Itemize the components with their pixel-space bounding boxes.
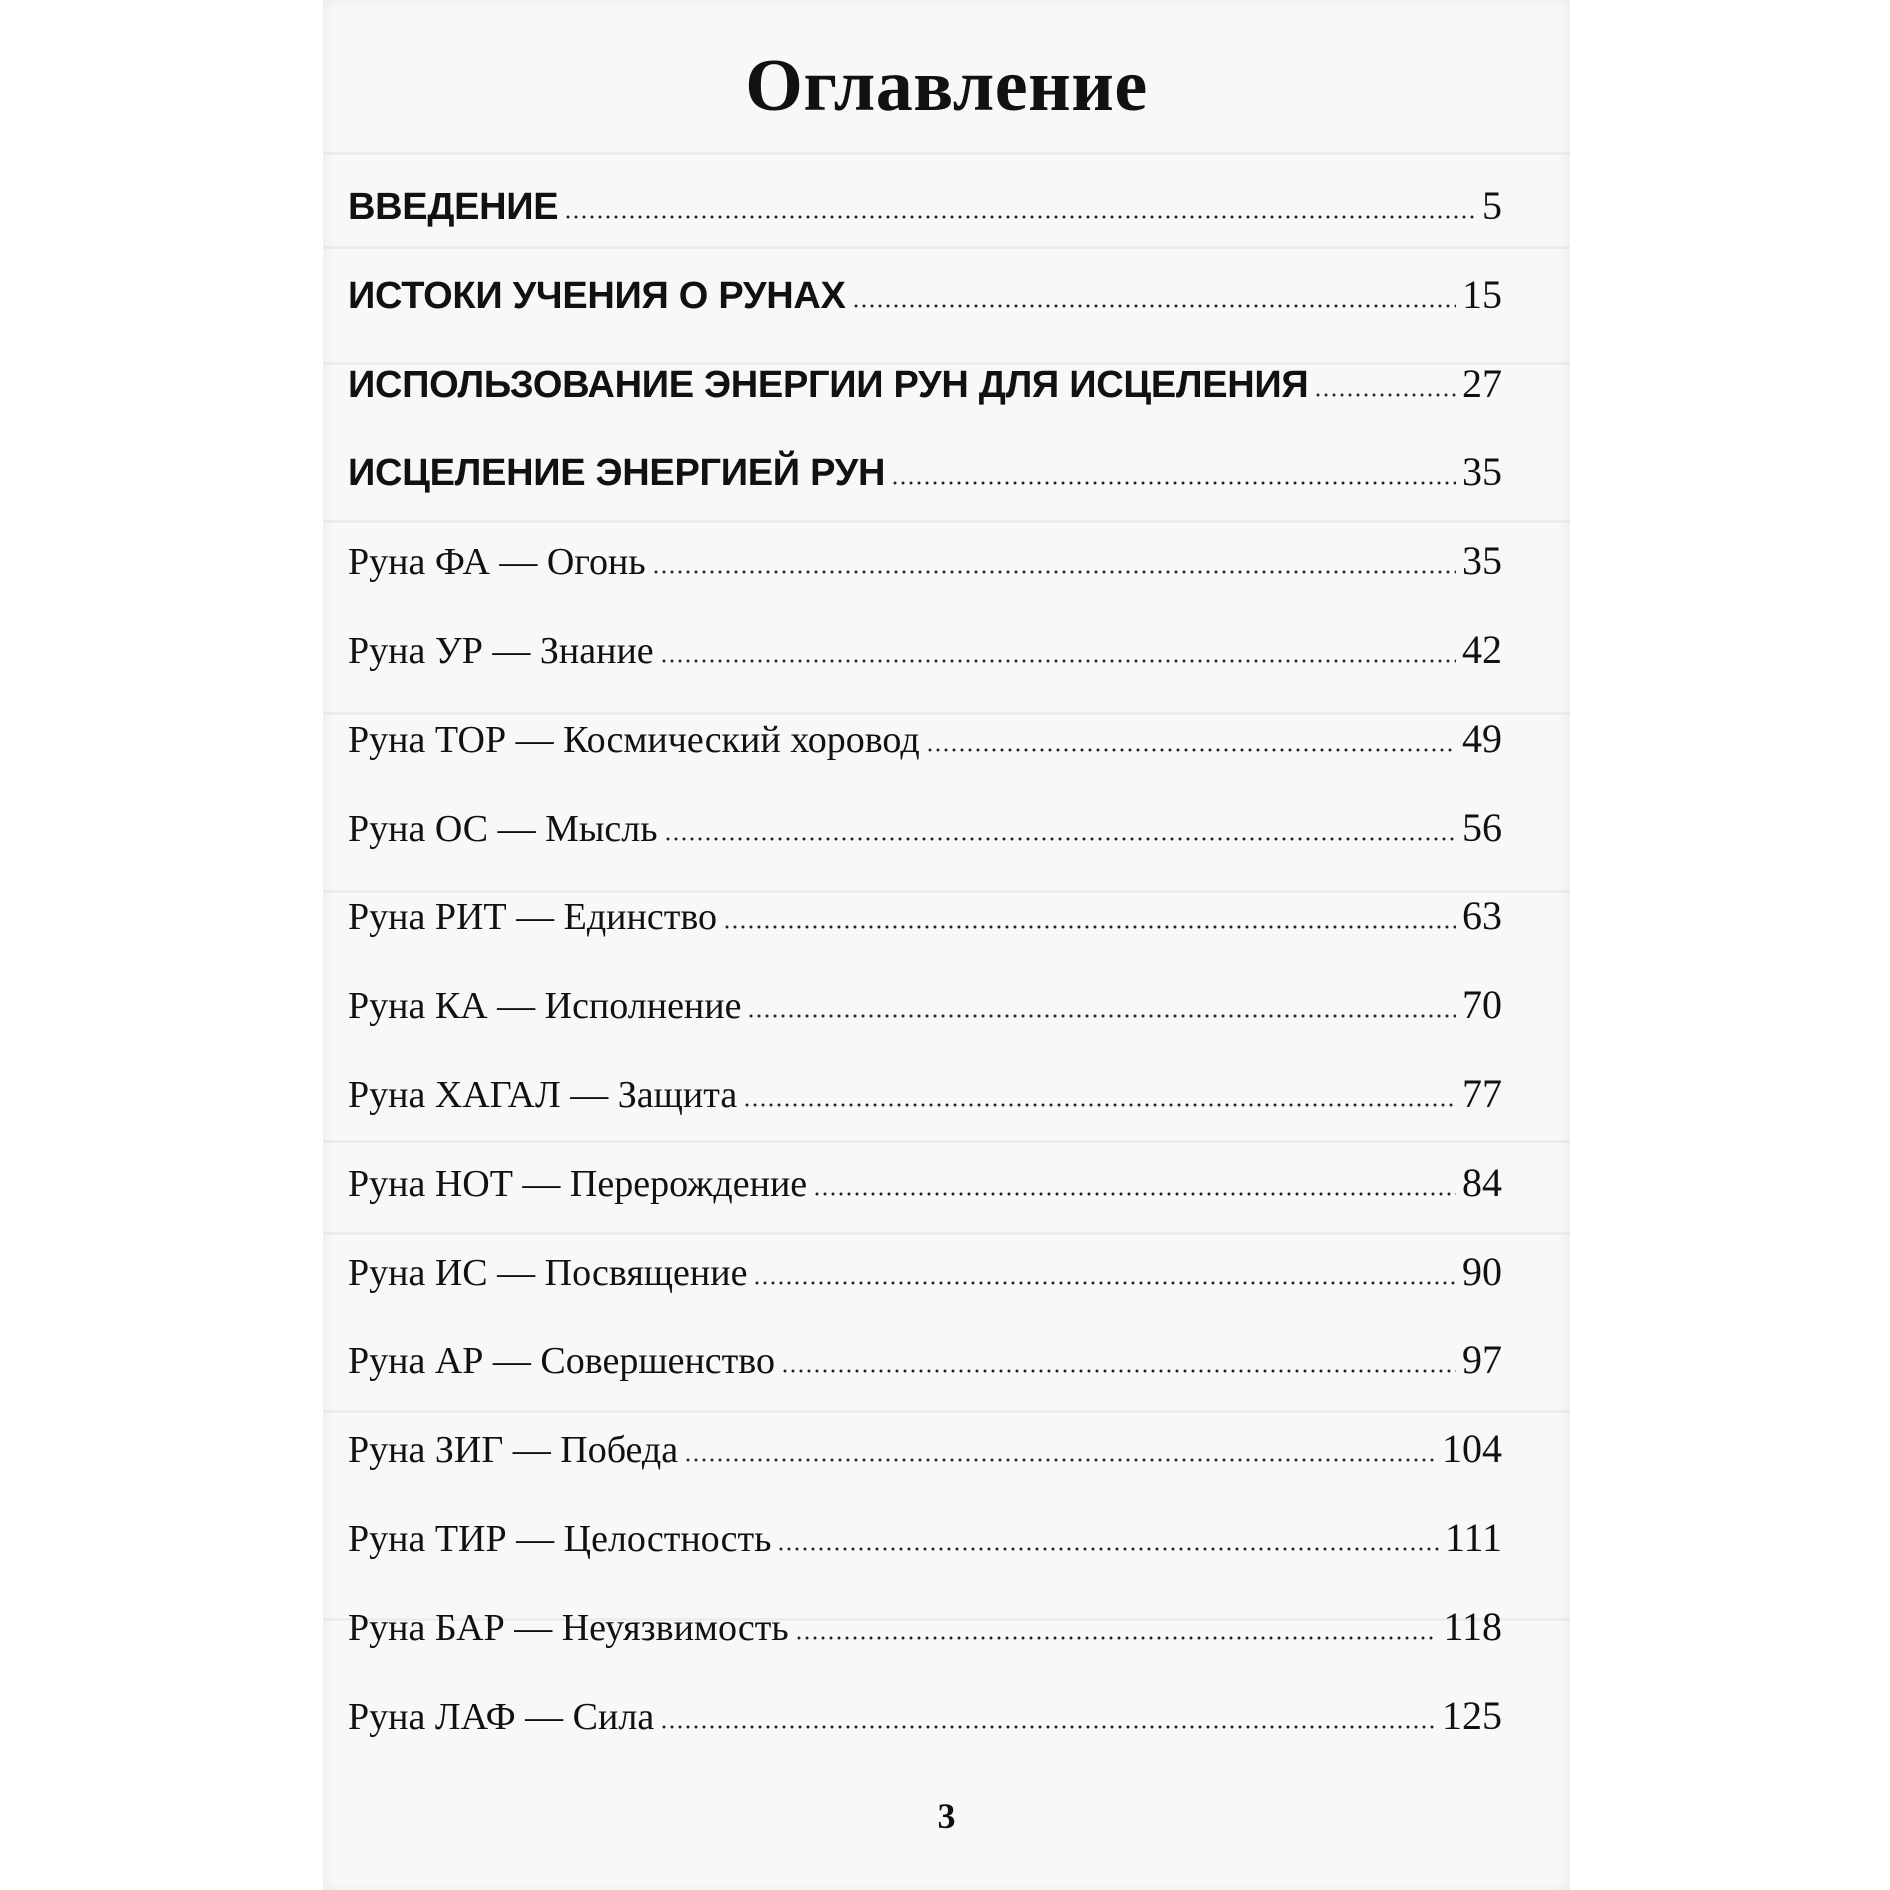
toc-entry bbox=[348, 614, 1502, 670]
toc-entry bbox=[348, 525, 1502, 584]
toc-entry-page-number: 42 bbox=[1462, 627, 1502, 672]
toc-entry-title: Руна КА — Исполнение bbox=[348, 985, 742, 1028]
dot-leader bbox=[660, 1725, 1436, 1729]
toc-entry-page-number: 70 bbox=[1462, 982, 1502, 1028]
toc-entry-title: Руна ОС — Мысль bbox=[348, 807, 658, 850]
toc-entry bbox=[348, 880, 1502, 939]
toc-entry bbox=[348, 348, 1502, 404]
toc-entry-page-number: 35 bbox=[1462, 449, 1502, 495]
toc-entry bbox=[348, 170, 1502, 226]
toc-entry-title: ИСЦЕЛЕНИЕ ЭНЕРГИЕЙ РУН bbox=[348, 452, 886, 495]
dot-leader bbox=[852, 304, 1456, 308]
toc-entry-title: Руна ИС — Посвящение bbox=[348, 1251, 748, 1294]
dot-leader bbox=[660, 659, 1456, 663]
toc-entry-page-number: 5 bbox=[1482, 183, 1502, 228]
toc-entry-page-number: 90 bbox=[1462, 1248, 1502, 1294]
dot-leader bbox=[795, 1636, 1438, 1640]
page-number: 3 bbox=[937, 1796, 956, 1836]
dot-leader bbox=[564, 215, 1476, 219]
dot-leader bbox=[747, 1014, 1456, 1018]
toc-entry-page-number: 63 bbox=[1462, 893, 1502, 939]
dot-leader bbox=[652, 570, 1456, 574]
table-of-contents bbox=[348, 0, 1502, 1890]
toc-entry-title: Руна ЛАФ — Сила bbox=[348, 1695, 655, 1738]
toc-entry-title: Руна ФА — Огонь bbox=[348, 541, 646, 584]
dot-leader bbox=[777, 1547, 1439, 1551]
dot-leader bbox=[664, 837, 1456, 841]
toc-entry-title: Руна ЗИГ — Победа bbox=[348, 1429, 679, 1472]
toc-entry-page-number: 35 bbox=[1462, 538, 1502, 584]
toc-entry bbox=[348, 259, 1502, 315]
toc-entry-title: Руна АР — Совершенство bbox=[348, 1340, 775, 1383]
dot-leader bbox=[891, 481, 1456, 485]
toc-entry-page-number: 104 bbox=[1442, 1426, 1502, 1472]
toc-entry-page-number: 77 bbox=[1462, 1071, 1502, 1116]
dot-leader bbox=[813, 1192, 1456, 1196]
toc-entry bbox=[348, 1324, 1502, 1383]
dot-leader bbox=[684, 1458, 1436, 1462]
toc-entry bbox=[348, 792, 1502, 848]
dot-leader bbox=[926, 748, 1456, 752]
toc-entry-title: Руна ХАГАЛ — Защита bbox=[348, 1074, 738, 1116]
toc-entry-page-number: 97 bbox=[1462, 1337, 1502, 1383]
toc-entry bbox=[348, 1591, 1502, 1647]
toc-entry bbox=[348, 1502, 1502, 1558]
toc-entry-title: ИСТОКИ УЧЕНИЯ О РУНАХ bbox=[348, 274, 846, 317]
toc-entry-title: Руна РИТ — Единство bbox=[348, 896, 717, 939]
toc-entry-page-number: 118 bbox=[1443, 1603, 1502, 1649]
toc-entry-title: Руна БАР — Неуязвимость bbox=[348, 1606, 789, 1649]
toc-entry-title: Руна НОТ — Перерождение bbox=[348, 1162, 808, 1205]
toc-entry-title: Руна ТИР — Целостность bbox=[348, 1518, 772, 1560]
toc-entry-title: Руна УР — Знание bbox=[348, 630, 654, 672]
toc-entry bbox=[348, 1147, 1502, 1203]
toc-entry bbox=[348, 1680, 1502, 1736]
toc-entry bbox=[348, 703, 1502, 759]
dot-leader bbox=[1314, 393, 1456, 397]
book-page bbox=[323, 0, 1570, 1890]
toc-entry-page-number: 15 bbox=[1462, 271, 1502, 317]
dot-leader bbox=[723, 925, 1456, 929]
toc-entry-page-number: 111 bbox=[1444, 1515, 1502, 1560]
toc-entry-page-number: 27 bbox=[1462, 360, 1502, 406]
toc-entry bbox=[348, 1236, 1502, 1292]
toc-entry bbox=[348, 436, 1502, 495]
toc-entry-title: Руна ТОР — Космический хоровод bbox=[348, 718, 920, 761]
toc-entry-page-number: 84 bbox=[1462, 1159, 1502, 1205]
toc-entry bbox=[348, 1058, 1502, 1114]
toc-entry-page-number: 56 bbox=[1462, 804, 1502, 850]
toc-entry-page-number: 49 bbox=[1462, 715, 1502, 761]
page-title: Оглавление bbox=[745, 45, 1148, 127]
toc-entry-title: ВВЕДЕНИЕ bbox=[348, 186, 559, 228]
toc-entry-title: ИСПОЛЬЗОВАНИЕ ЭНЕРГИИ РУН ДЛЯ ИСЦЕЛЕНИЯ bbox=[348, 363, 1309, 406]
dot-leader bbox=[743, 1103, 1456, 1107]
dot-leader bbox=[753, 1281, 1456, 1285]
toc-entry bbox=[348, 969, 1502, 1028]
toc-entry bbox=[348, 1413, 1502, 1472]
toc-entry-page-number: 125 bbox=[1442, 1692, 1502, 1738]
dot-leader bbox=[781, 1369, 1456, 1373]
